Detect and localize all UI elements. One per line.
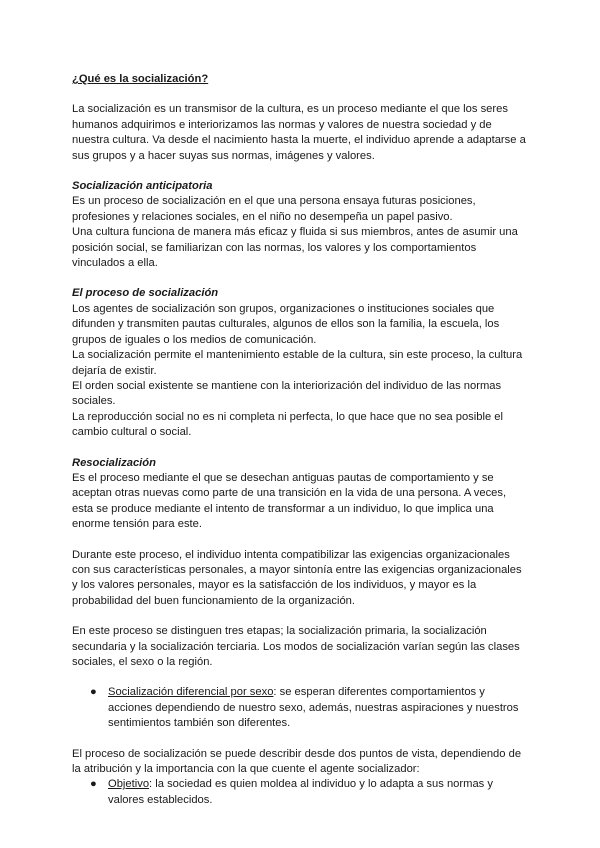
anticipatoria-paragraph-1: Es un proceso de socialización en el que una persona ensaya futuras posiciones, profesiones y relaciones sociales, en el niño no desempeña un papel pasivo. (72, 195, 476, 223)
proceso-paragraph-1: Los agentes de socialización son grupos, organizaciones o instituciones sociales que difunden y transmiten pautas culturales, algunos de ellos son la familia, la escuela, los grupos de iguales o los medios de comunicación. (72, 302, 500, 346)
bullet-list-sexo (72, 685, 528, 731)
section-heading-proceso: El proceso de socialización (72, 287, 219, 300)
resocializacion-paragraph-1: Es el proceso mediante el que se desechan antiguas pautas de comportamiento y se aceptan otras nuevas como parte de una transición en la vida de una persona. A veces, esta se produce mediante el intento de transformar a un individuo, lo que implica una enorme tensión para este. (72, 471, 507, 531)
resocializacion-paragraph-3: En este proceso se distinguen tres etapas; la socialización primaria, la socialización secundaria y la socialización terciaria. Los modos de socialización varían según las clases sociales, el sexo o la región. (72, 625, 520, 668)
list-item (72, 685, 528, 731)
bullet-icon: ● (90, 778, 97, 791)
bullet-term: Objetivo (108, 778, 150, 791)
proceso-paragraph-2: La socialización permite el mantenimiento estable de la cultura, sin este proceso, la cultura dejaría de existir. (72, 349, 523, 377)
spacer (72, 732, 528, 747)
section-heading-anticipatoria: Socialización anticipatoria (72, 180, 213, 193)
anticipatoria-paragraph-2: Una cultura funciona de manera más eficaz y fluida si sus miembros, antes de asumir una posición social, se familiarizan con las normas, los valores y los comportamientos vinculados a ella. (72, 226, 518, 270)
bullet-text: : la sociedad es quien moldea al individuo y lo adapta a sus normas y valores establecidos. (108, 778, 493, 806)
bullet-text: : se esperan diferentes comportamientos y acciones dependiendo de nuestro sexo, además, nuestras aspiraciones y nuestros sentimientos también son diferentes. (108, 686, 519, 730)
intro-paragraph: La socialización es un transmisor de la cultura, es un proceso mediante el que los seres humanos adquirimos e interiorizamos las normas y valores de nuestra sociedad y de nuestra cultura. Va desde el nacimiento hasta la muerte, el individuo aprende a adaptarse a sus grupos y a hacer suyas sus normas, imágenes y valores. (72, 103, 526, 162)
page-title: ¿Qué es la socialización? (72, 73, 209, 85)
resocializacion-paragraph-2: Durante este proceso, el individuo intenta compatibilizar las exigencias organizacionales con sus características personales, a mayor sintonía entre las exigencias organizacionales y los valores personales, mayor es la satisfacción de los individuos, y mayor es la probabilidad del buen funcionamiento de la organización. (72, 548, 522, 607)
proceso-paragraph-3: El orden social existente se mantiene con la interiorización del individuo de las normas sociales. (72, 379, 502, 408)
section-heading-resocializacion: Resocialización (72, 456, 156, 469)
bullet-list-puntos-de-vista (72, 777, 528, 808)
resocializacion-paragraph-4: El proceso de socialización se puede describir desde dos puntos de vista, dependiendo de la atribución y la importancia con la que cuente el agente socializador: (72, 747, 522, 776)
document-content (72, 72, 528, 808)
proceso-paragraph-4: La reproducción social no es ni completa ni perfecta, lo que hace que no sea posible el cambio cultural o social. (72, 410, 503, 439)
list-item (72, 777, 528, 808)
bullet-term: Socialización diferencial por sexo (108, 686, 274, 699)
bullet-icon: ● (90, 686, 97, 699)
